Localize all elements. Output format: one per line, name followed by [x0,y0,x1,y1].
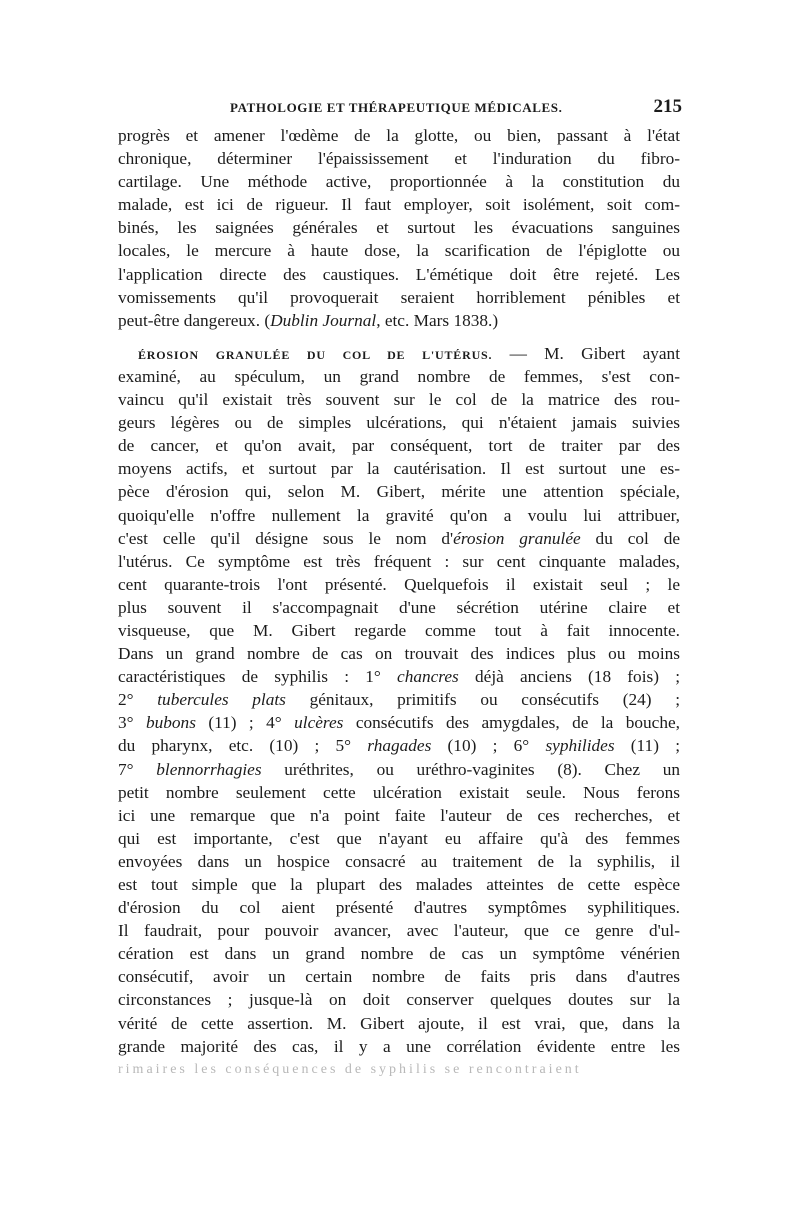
text-line: consécutif, avoir un certain nombre de faits pris dans d'autres [118,967,680,987]
text-line: cartilage. Une méthode active, proportionnée à la constitution du [118,172,680,192]
bleed-through-text: rimaires les conséquences de syphilis se rencontraient [118,1061,582,1077]
text-span: du col de [580,528,680,548]
text-span: uréthrites, ou uréthro-vaginites (8). Chez un [261,759,680,779]
text-line: Dans un grand nombre de cas on trouvait des indices plus ou moins [118,644,680,664]
italic-term: bubons [145,713,196,733]
text-line: est tout simple que la plupart des malades atteintes de cette espèce [118,875,680,894]
italic-term: tubercules plats [157,690,286,710]
italic-term: érosion granulée [453,528,581,548]
text-span: du pharynx, etc. (10) ; 5° [118,736,368,756]
text-line: envoyées dans un hospice consacré au traitement de la syphilis, il [118,851,680,871]
text-line: pèce d'érosion qui, selon M. Gibert, mérite une attention spéciale, [118,482,680,502]
text-line: Il faudrait, pour pouvoir avancer, avec l'auteur, que ce genre d'ul- [118,921,680,941]
italic-term: rhagades [367,736,432,756]
text-line [118,309,680,332]
text-span: (11) ; [614,736,680,756]
text-span: M. Gibert ayant [544,343,680,363]
text-line [118,711,680,734]
text-line: plus souvent il s'accompagnait d'une sécrétion utérine claire et [118,597,680,617]
text-span: caractéristiques de syphilis : 1° [118,667,398,687]
text-line: visqueuse, que M. Gibert regarde comme tout à fait innocente. [118,620,680,640]
text-line: ici une remarque que n'a point faite l'auteur de ces recherches, et [118,805,680,825]
text-line: de cancer, et qu'on avait, par conséquent, tort de traiter par des [118,436,680,456]
italic-term: chancres [397,667,459,687]
text-span: 7° [118,759,157,779]
italic-term: ulcères [294,713,344,733]
text-line: vérité de cette assertion. M. Gibert ajoute, il est vrai, que, dans la [118,1013,680,1033]
text-line: quoiqu'elle n'offre nullement la gravité qu'on a voulu lui attribuer, [118,505,680,525]
text-line: locales, le mercure à haute dose, la scarification de l'épiglotte ou [118,241,680,261]
article-erosion-granulee [118,342,680,1081]
text-line: grande majorité des cas, il y a une corrélation évidente entre les [118,1036,680,1056]
paragraph-continuation [118,124,680,332]
text-line: vaincu qu'il existait très souvent sur le col de la matrice des rou- [118,390,680,410]
text-span: (10) ; 6° [431,736,546,756]
text-line: examiné, au spéculum, un grand nombre de femmes, s'est con- [118,366,680,386]
text-line: cent quarante-trois l'ont présenté. Quelquefois il existait seul ; le [118,574,680,594]
body-text [118,124,680,1081]
page-number: 215 [653,96,682,117]
text-line [118,734,680,757]
text-line: circonstances ; jusque-là on doit conserver quelques doutes sur la [118,990,680,1010]
text-line: geurs légères ou de simples ulcérations, qui n'étaient jamais suivies [118,413,680,433]
text-line: l'utérus. Ce symptôme est très fréquent : sur cent cinquante malades, [118,551,680,571]
running-head: PATHOLOGIE ET THÉRAPEUTIQUE MÉDICALES. [230,100,563,115]
heading-dash: — [492,343,545,363]
text-line [118,342,680,365]
citation: Dublin Journal [270,310,377,330]
text-span: génitaux, primitifs ou consécutifs (24) ; [285,690,680,710]
text-line: vomissements qu'il provoquerait seraient horriblement pénibles et [118,287,680,307]
italic-term: syphilides [545,736,615,756]
text-line: qui est importante, c'est que n'ayant eu affaire qu'à des femmes [118,828,680,848]
text-span: c'est celle qu'il désigne sous le nom d' [118,528,454,548]
italic-term: blennorrhagies [156,759,262,779]
text-line [118,527,680,550]
text-span: déjà anciens (18 fois) ; [458,667,680,687]
text-line: binés, les saignées générales et surtout les évacuations sanguines [118,218,680,238]
text-line: petit nombre seulement cette ulcération existait seule. Nous ferons [118,782,680,802]
page-header [230,98,682,122]
text-span: peut-être dangereux. ( [118,310,271,330]
text-line: chronique, déterminer l'épaississement et l'induration du fibro- [118,149,680,169]
text-line: d'érosion du col aient présenté d'autres symptômes syphilitiques. [118,898,680,918]
text-line: progrès et amener l'œdème de la glotte, ou bien, passant à l'état [118,126,680,145]
text-line [118,665,680,688]
text-line [118,688,680,711]
article-heading: ÉROSION GRANULÉE DU COL DE L'UTÉRUS. [138,347,493,362]
text-line: cération est dans un grand nombre de cas un symptôme vénérien [118,944,680,964]
text-line: moyens actifs, et surtout par la cautérisation. Il est surtout une es- [118,459,680,479]
text-line: malade, est ici de rigueur. Il faut employer, soit isolément, soit com- [118,195,680,215]
text-span: 3° [118,713,146,733]
text-span: , etc. Mars 1838.) [376,310,499,330]
text-span: (11) ; 4° [195,713,295,733]
paragraph-gap [118,332,680,342]
text-line: l'application directe des caustiques. L'émétique doit être rejeté. Les [118,264,680,284]
text-line [118,758,680,781]
text-span: consécutifs des amygdales, de la bouche, [343,713,680,733]
text-span: 2° [118,690,158,710]
